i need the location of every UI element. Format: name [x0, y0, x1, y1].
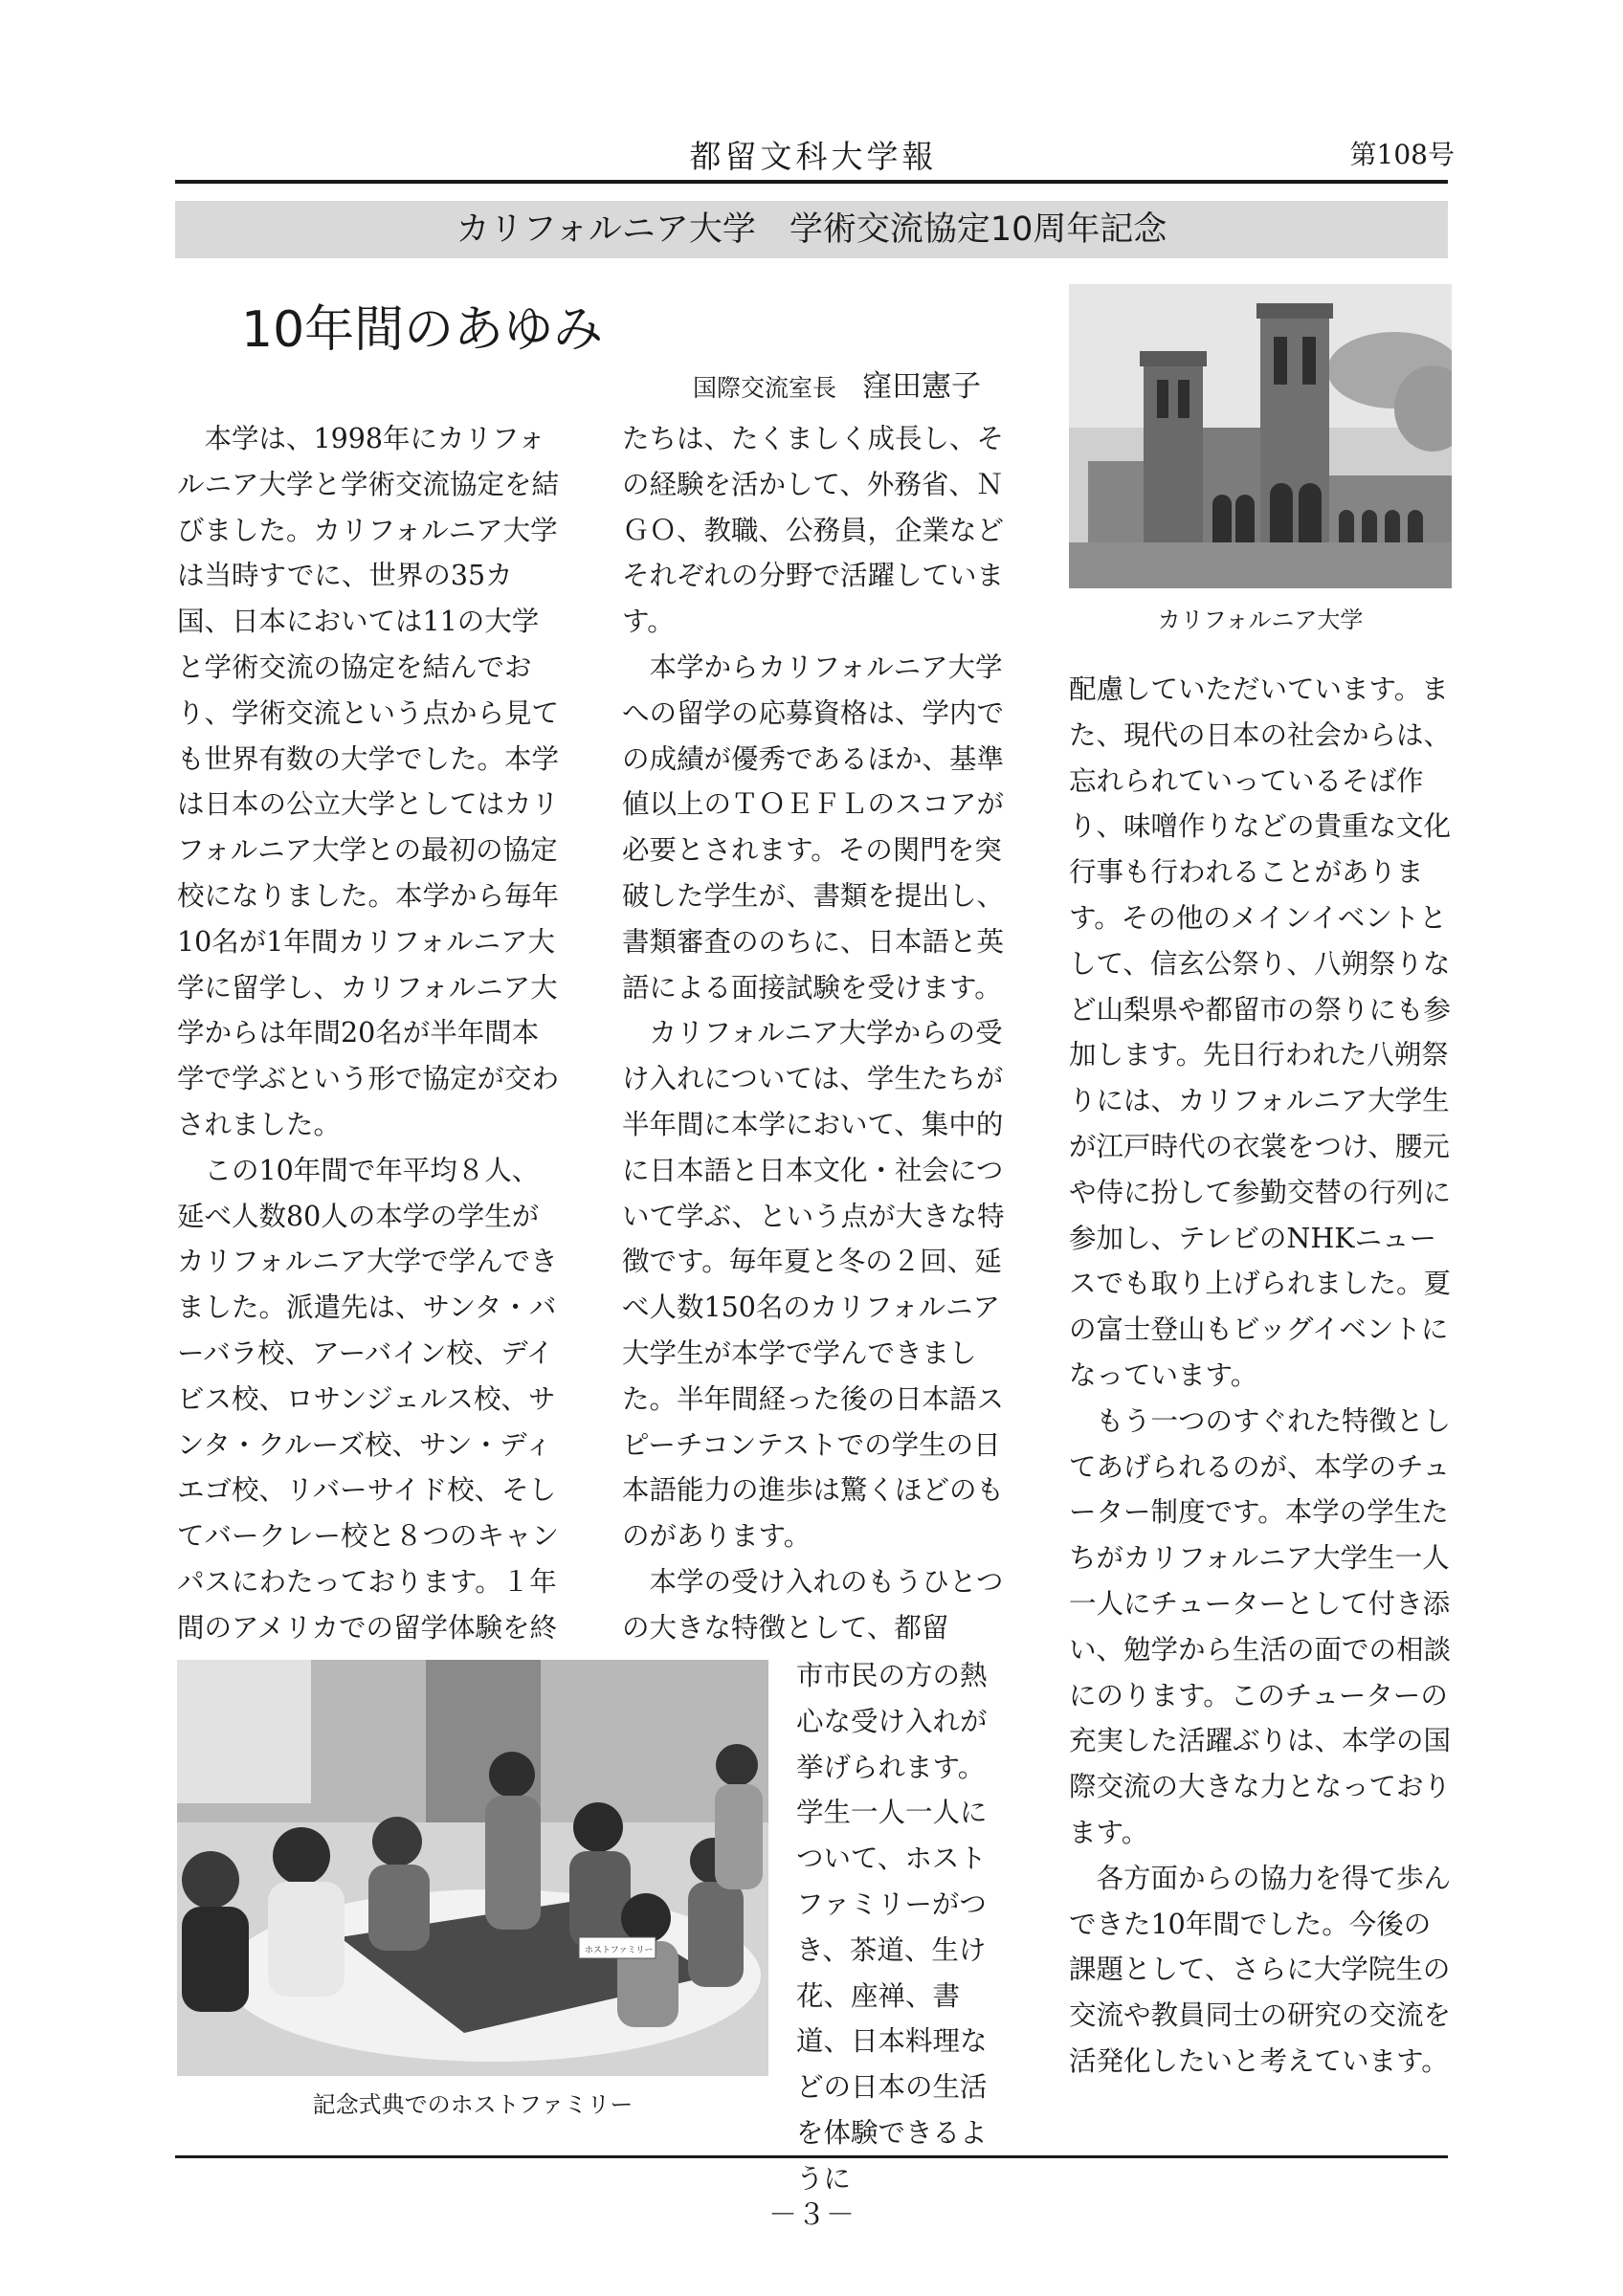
- paragraph: カリフォルニア大学からの受け入れについては、学生たちが半年間に本学において、集中的に日本語と日本文化・社会について学ぶ、という点が大きな特徴です。毎年夏と冬の２回、延べ人数150名のカリフォルニア大学生が本学で学んできました。半年間経った後の日本語スピーチコンテストでの学生の日本語能力の進歩は驚くほどのものがあります。: [622, 1017, 1005, 1553]
- paragraph: 配慮していただいています。また、現代の日本の社会からは、忘れられていっているそば作り、味噌作りなどの貴重な文化行事も行われることがあります。その他のメインイベントとして、信玄公祭り、八朔祭りなど山梨県や都留市の祭りにも参加します。先日行われた八朔祭りには、カリフォルニア大学生が江戸時代の衣裳をつけ、腰元や侍に扮して参勤交替の行列に参加し、テレビのNHKニュースでも取り上げられました。夏の富士登山もビッグイベントになっています。: [1069, 673, 1452, 1391]
- article-title: 10年間のあゆみ: [241, 301, 604, 359]
- article-column-1: [177, 416, 560, 1696]
- issue-number: 第108号: [1349, 139, 1455, 170]
- publication-title: 都留文科大学報: [689, 138, 938, 175]
- paragraph: この10年間で年平均８人、延べ人数80人の本学の学生がカリフォルニア大学で学んできました。派遣先は、サンタ・バーバラ校、アーバイン校、デイビス校、ロサンジェルス校、サンタ・クルーズ校、サン・ディエゴ校、リバーサイド校、そしてバークレー校と８つのキャンパスにわたっております。１年間のアメリカでの留学体験を終: [177, 1154, 560, 1644]
- paragraph: 各方面からの協力を得て歩んできた10年間でした。今後の課題として、さらに大学院生の交流や教員同士の研究の交流を活発化したいと考えています。: [1069, 1862, 1452, 2077]
- paragraph: もう一つのすぐれた特徴としてあげられるのが、本学のチューター制度です。本学の学生たちがカリフォルニア大学生一人一人にチューターとして付き添い、勉学から生活の面での相談にのります。このチューターの充実した活躍ぶりは、本学の国際交流の大きな力となっております。: [1069, 1404, 1452, 1848]
- paragraph: 本学の受け入れのもうひとつの大きな特徴として、都留: [622, 1565, 1004, 1644]
- author-byline: [670, 362, 981, 405]
- paragraph: 本学は、1998年にカリフォルニア大学と学術交流協定を結びました。カリフォルニア大学は当時すでに、世界の35カ国、日本においては11の大学と学術交流の協定を結んでおり、学術交流という点から見ても世界有数の大学でした。本学は日本の公立大学としてはカリフォルニア大学との最初の協定校になりました。本学から毎年10名が1年間カリフォルニア大学に留学し、カリフォルニア大学からは年間20名が半年間本学で学ぶという形で協定が交わされました。: [177, 423, 560, 1140]
- campus-building-illustration: [1069, 284, 1452, 588]
- page-number: －３－: [768, 2198, 855, 2232]
- campus-photo: [1069, 284, 1452, 588]
- article-column-2: [622, 416, 1005, 1651]
- host-family-illustration: [177, 1660, 768, 2076]
- footer-divider: [175, 2155, 1448, 2158]
- section-banner: カリフォルニア大学 学術交流協定10周年記念: [175, 201, 1448, 258]
- author-name: 窪田憲子: [862, 369, 981, 404]
- article-column-3: [1069, 667, 1452, 2085]
- header-divider: [175, 180, 1448, 184]
- paragraph: たちは、たくましく成長し、その経験を活かして、外務省、ＮＧＯ、教職、公務員，企業などそれぞれの分野で活躍しています。: [622, 423, 1005, 638]
- article-column-2-continued: [796, 1653, 1005, 2202]
- author-role: 国際交流室長: [692, 374, 836, 402]
- paragraph: 市市民の方の熱心な受け入れが挙げられます。学生一人一人について、ホストファミリーがつき、茶道、生け花、座禅、書道、日本料理などの日本の生活を体験できるように: [796, 1660, 988, 2195]
- table-sign: ホストファミリー: [585, 1946, 654, 1955]
- campus-photo-caption: カリフォルニア大学: [1157, 607, 1364, 633]
- host-family-photo-caption: 記念式典でのホストファミリー: [312, 2091, 634, 2118]
- host-family-photo: [177, 1660, 768, 2076]
- paragraph: 本学からカリフォルニア大学への留学の応募資格は、学内での成績が優秀であるほか、基準値以上のＴＯＥＦＬのスコアが必要とされます。その関門を突破した学生が、書類を提出し、書類審査ののちに、日本語と英語による面接試験を受けます。: [622, 651, 1005, 1004]
